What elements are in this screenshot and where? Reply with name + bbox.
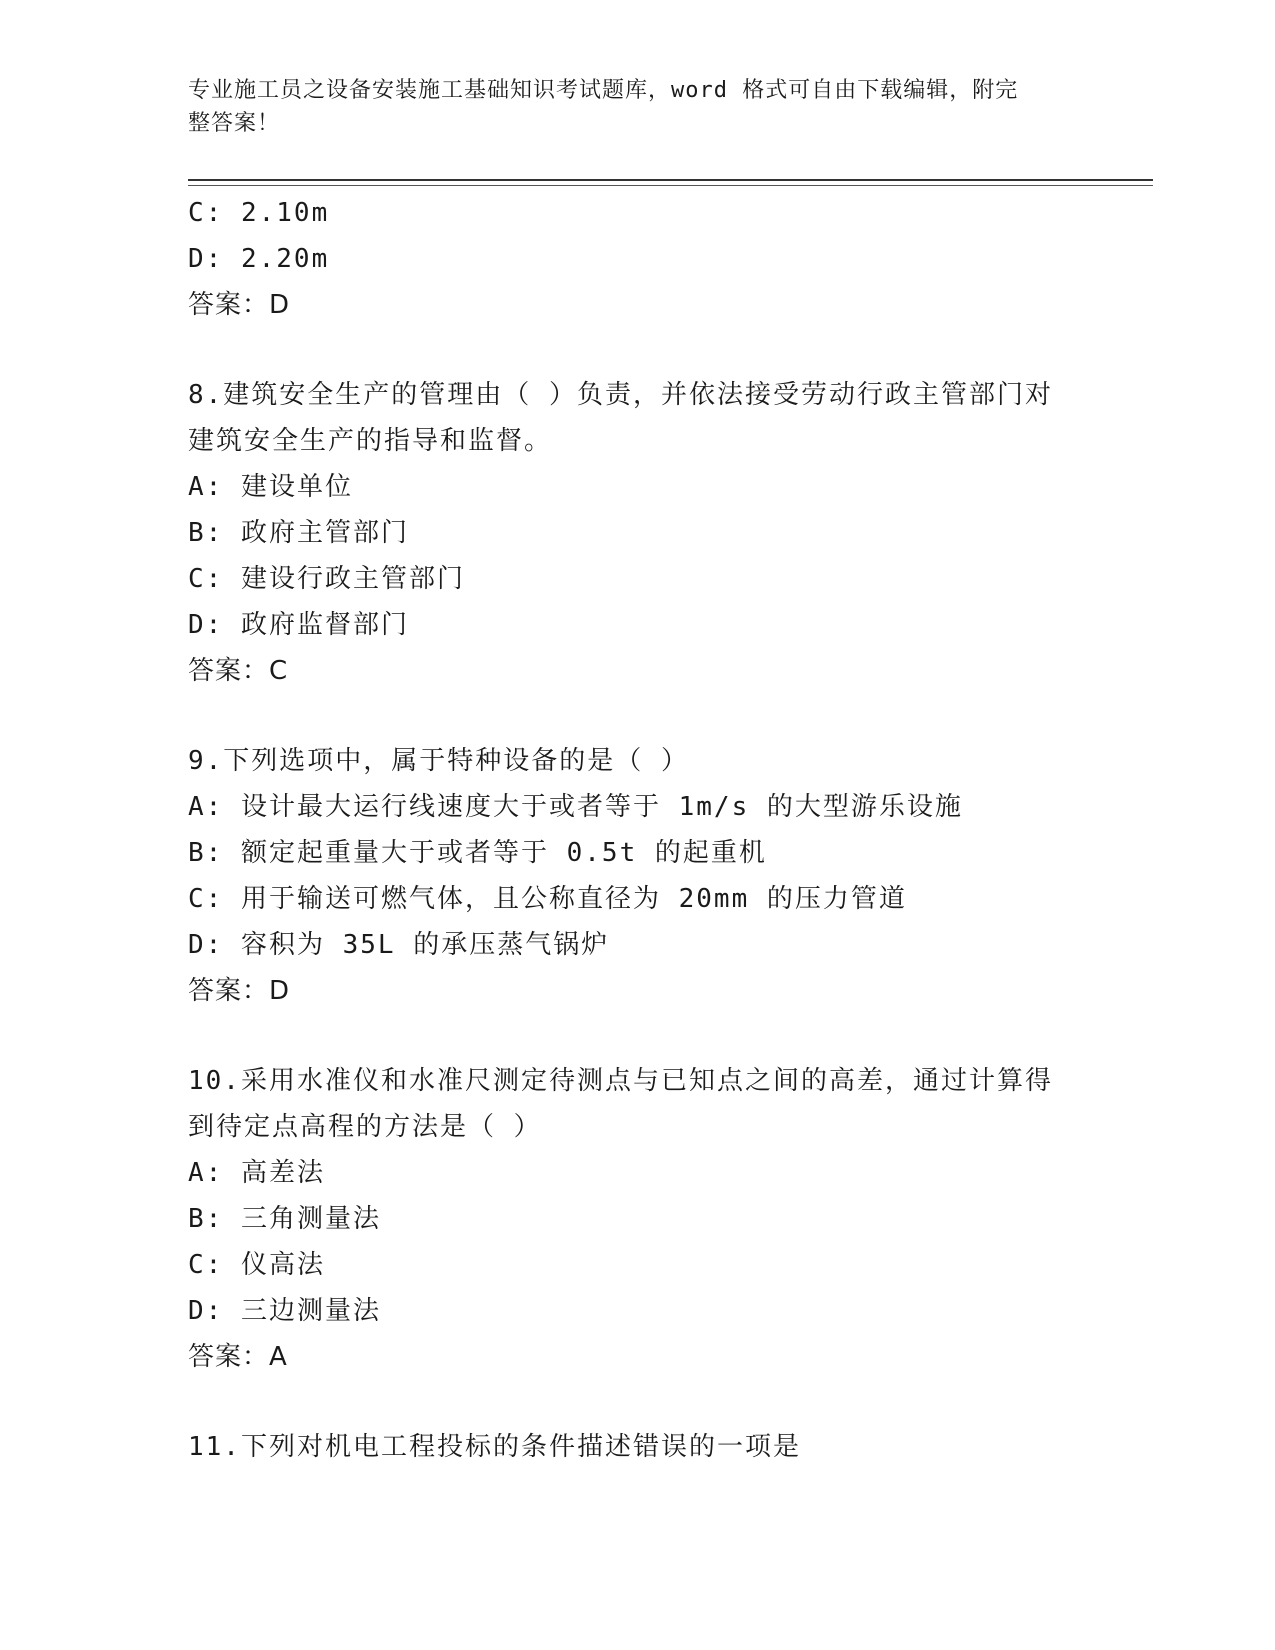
answer-line: 答案：A [188, 1342, 288, 1372]
question-list [188, 190, 1088, 1470]
spacer [188, 1380, 1088, 1424]
option-d: D: 2.20m [188, 244, 330, 274]
question-stem: 11.下列对机电工程投标的条件描述错误的一项是 [188, 1432, 801, 1462]
option-b: B: 三角测量法 [188, 1204, 381, 1234]
question-8 [188, 372, 1088, 694]
option-a: A: 设计最大运行线速度大于或者等于 1m/s 的大型游乐设施 [188, 792, 963, 822]
answer-line: 答案：D [188, 976, 291, 1006]
option-c: C: 仪高法 [188, 1250, 325, 1280]
question-7-tail [188, 190, 1088, 328]
question-stem: 8.建筑安全生产的管理由（ ）负责，并依法接受劳动行政主管部门对 [188, 380, 1053, 410]
spacer [188, 328, 1088, 372]
question-stem-cont: 到待定点高程的方法是（ ） [188, 1112, 542, 1142]
spacer [188, 1014, 1088, 1058]
header-line-1: 专业施工员之设备安装施工基础知识考试题库，word 格式可自由下载编辑，附完 [188, 78, 1019, 103]
option-c: C: 用于输送可燃气体，且公称直径为 20mm 的压力管道 [188, 884, 907, 914]
header-line-2: 整答案！ [188, 111, 281, 136]
option-c: C: 2.10m [188, 198, 330, 228]
question-stem-cont: 建筑安全生产的指导和监督。 [188, 426, 553, 456]
header-rule-thick [188, 179, 1153, 181]
question-stem: 10.采用水准仪和水准尺测定待测点与已知点之间的高差，通过计算得 [188, 1066, 1053, 1096]
option-c: C: 建设行政主管部门 [188, 564, 465, 594]
option-a: A: 建设单位 [188, 472, 353, 502]
question-stem: 9.下列选项中，属于特种设备的是（ ） [188, 746, 689, 776]
answer-line: 答案：C [188, 656, 289, 686]
option-b: B: 额定起重量大于或者等于 0.5t 的起重机 [188, 838, 767, 868]
question-10 [188, 1058, 1088, 1380]
document-header [188, 74, 1068, 140]
spacer [188, 694, 1088, 738]
option-b: B: 政府主管部门 [188, 518, 409, 548]
option-d: D: 容积为 35L 的承压蒸气锅炉 [188, 930, 610, 960]
option-d: D: 三边测量法 [188, 1296, 381, 1326]
option-d: D: 政府监督部门 [188, 610, 409, 640]
question-9 [188, 738, 1088, 1014]
answer-line: 答案：D [188, 290, 291, 320]
header-rule-thin [188, 185, 1153, 186]
question-11 [188, 1424, 1088, 1470]
option-a: A: 高差法 [188, 1158, 325, 1188]
